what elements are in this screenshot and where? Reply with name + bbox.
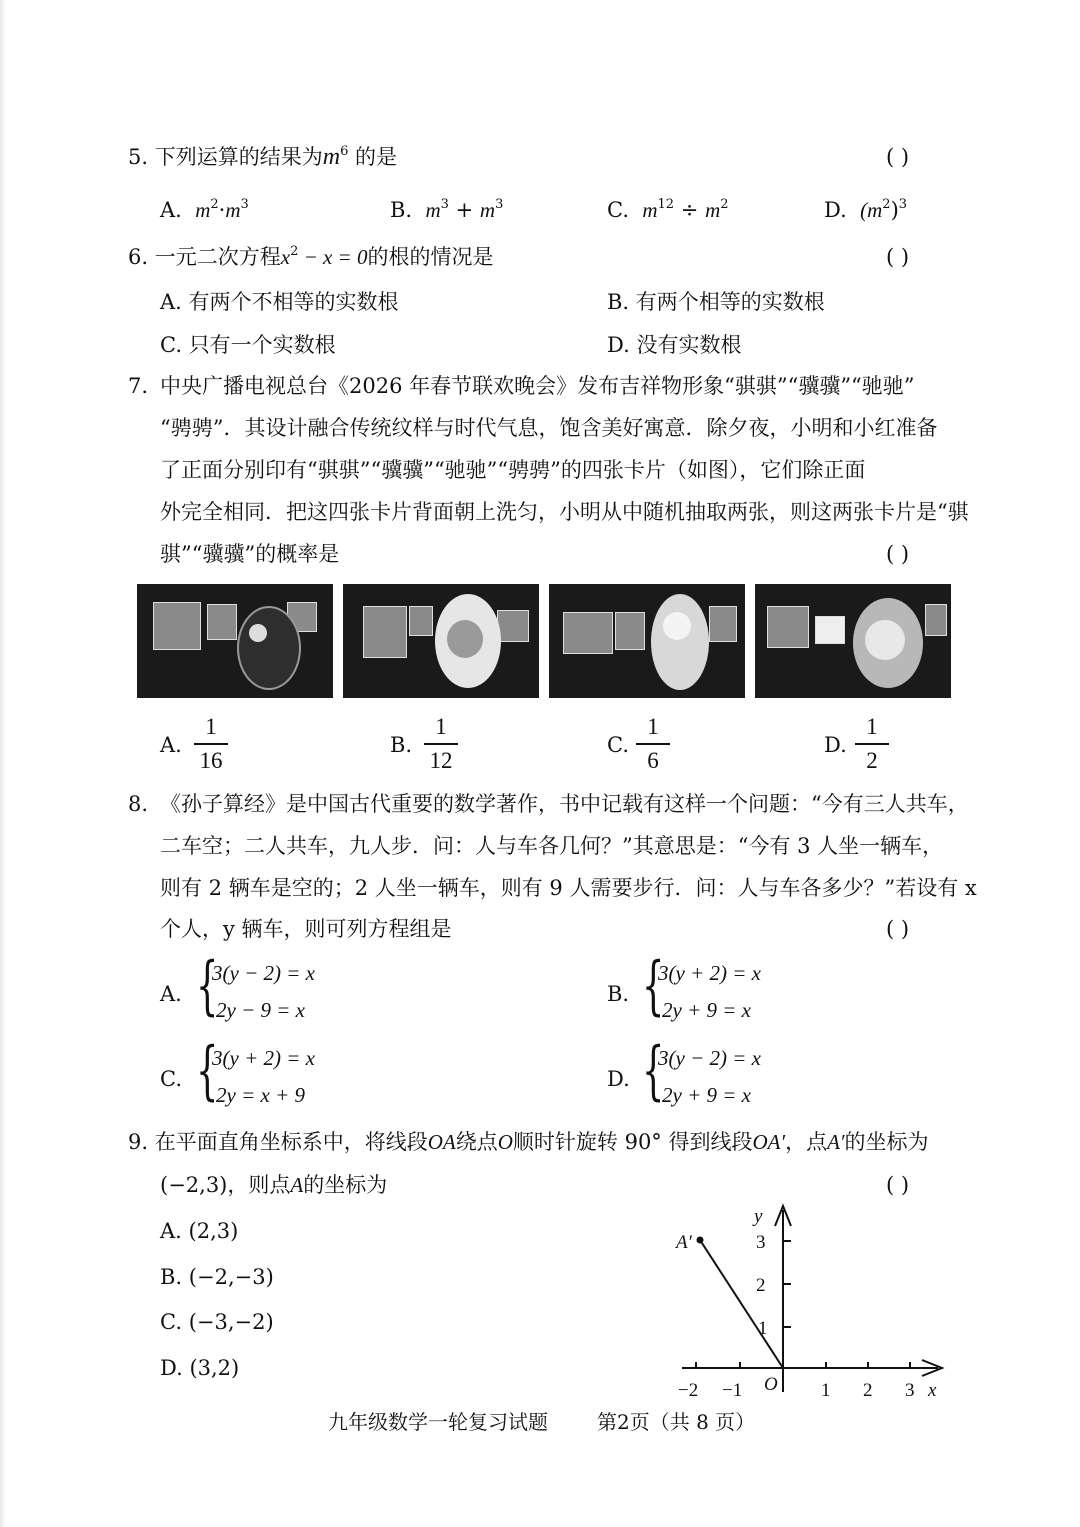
q9-line-2: (−2,3)，则点A的坐标为	[160, 1173, 388, 1197]
q5-option-b: B. $m^3 + m^3$	[390, 197, 504, 222]
q8-option-d-brace: {	[642, 1034, 665, 1108]
q9-line-1: 9. 在平面直角坐标系中，将线段OA绕点O顺时针旋转 90° 得到线段OA′，点A′的坐标为	[128, 1130, 929, 1154]
y-tick-label-1: 1	[758, 1318, 768, 1339]
q7-option-a-label: A.	[160, 733, 182, 757]
q9-option-a: A. (2,3)	[160, 1219, 239, 1243]
q7-option-d-label: D.	[824, 733, 847, 757]
q7-line-3: 了正面分别印有“骐骐”“骥骥”“驰驰”“骋骋”的四张卡片（如图），它们除正面	[160, 458, 866, 482]
point-a-prime	[697, 1237, 704, 1244]
x-axis-label: x	[928, 1380, 937, 1401]
q7-option-d-fraction: 1 2	[855, 713, 889, 775]
q5-option-a: A. $m^2\cdot m^3$	[160, 197, 249, 222]
q8-option-b-label: B.	[607, 982, 630, 1006]
q6-stem: 6. 一元二次方程$x^2 - x = 0$的根的情况是	[128, 244, 494, 269]
q7-line-4: 外完全相同．把这四张卡片背面朝上洗匀，小明从中随机抽取两张，则这两张卡片是“骐	[160, 500, 969, 524]
x-tick-label-m1: −1	[722, 1380, 743, 1401]
q8-line-3: 则有 2 辆车是空的；2 人坐一辆车，则有 9 人需要步行．问：人与车各多少？”若设有 x	[160, 876, 977, 900]
footer-page-number: 第2页（共 8 页）	[597, 1410, 756, 1434]
q8-line-4: 个人，y 辆车，则可列方程组是	[160, 917, 452, 941]
y-tick-label-2: 2	[756, 1275, 766, 1296]
q9-option-d: D. (3,2)	[160, 1356, 240, 1380]
q8-option-a-label: A.	[160, 982, 182, 1006]
q8-option-c-label: C.	[160, 1067, 182, 1091]
q5-answer-bracket: ( )	[886, 145, 910, 169]
q8-option-b-brace: {	[642, 949, 665, 1023]
q9-coordinate-graph	[660, 1200, 960, 1410]
q8-line-1: 《孙子算经》是中国古代重要的数学著作，书中记载有这样一个问题：“今有三人共车，	[160, 792, 969, 816]
q7-line-2: “骋骋”．其设计融合传统纹样与时代气息，饱含美好寓意．除夕夜，小明和小红准备	[160, 416, 938, 440]
q6-answer-bracket: ( )	[886, 245, 910, 269]
q8-option-d-label: D.	[607, 1067, 630, 1091]
q6-option-c: C. 只有一个实数根	[160, 333, 336, 357]
q8-option-a-eq2: 2y − 9 = x	[216, 998, 305, 1022]
q9-option-b: B. (−2,−3)	[160, 1265, 274, 1289]
q9-option-c: C. (−3,−2)	[160, 1310, 274, 1334]
x-tick-label-1: 1	[821, 1380, 831, 1401]
q8-option-b-eq2: 2y + 9 = x	[662, 998, 751, 1022]
q7-number: 7.	[128, 374, 149, 398]
q6-option-a: A. 有两个不相等的实数根	[160, 290, 399, 314]
q5-option-d: D. $(m^2)^3$	[824, 197, 908, 222]
footer-title: 九年级数学一轮复习试题	[328, 1410, 548, 1434]
q7-answer-bracket: ( )	[886, 542, 910, 566]
q8-option-d-eq1: 3(y − 2) = x	[658, 1046, 761, 1070]
q8-option-c-eq1: 3(y + 2) = x	[212, 1046, 315, 1070]
q6-option-d: D. 没有实数根	[607, 333, 742, 357]
q8-option-b-eq1: 3(y + 2) = x	[658, 961, 761, 985]
q9-answer-bracket: ( )	[886, 1173, 910, 1197]
q8-answer-bracket: ( )	[886, 917, 910, 941]
q7-line-5: 骐”“骥骥”的概率是	[160, 542, 340, 566]
q7-option-b-label: B.	[390, 733, 413, 757]
x-tick-label-m2: −2	[678, 1380, 699, 1401]
y-axis-label: y	[754, 1206, 763, 1227]
mascot-card-jiji	[343, 584, 539, 698]
q8-option-c-brace: {	[196, 1034, 219, 1108]
q8-option-a-eq1: 3(y − 2) = x	[212, 961, 315, 985]
origin-label: O	[764, 1374, 778, 1395]
mascot-card-qiqi	[137, 584, 333, 698]
q7-line-1: 中央广播电视总台《2026 年春节联欢晚会》发布吉祥物形象“骐骐”“骥骥”“驰驰”	[160, 374, 915, 398]
x-tick-label-3: 3	[905, 1380, 915, 1401]
mascot-card-chengcheng	[755, 584, 951, 698]
y-tick-label-3: 3	[756, 1232, 766, 1253]
q7-option-a-fraction: 1 16	[194, 713, 228, 775]
x-tick-label-2: 2	[863, 1380, 873, 1401]
q8-option-d-eq2: 2y + 9 = x	[662, 1083, 751, 1107]
q7-option-c-fraction: 1 6	[636, 713, 670, 775]
mascot-card-chichi	[549, 584, 745, 698]
scan-edge	[0, 0, 6, 1527]
q7-option-b-fraction: 1 12	[424, 713, 458, 775]
q5-stem: 5. 下列运算的结果为$m^6$ 的是	[128, 144, 398, 170]
q8-line-2: 二车空；二人共车，九人步．问：人与车各几何？”其意思是：“今有 3 人坐一辆车，	[160, 834, 944, 858]
point-a-prime-label: A′	[676, 1232, 692, 1253]
q7-option-c-label: C.	[607, 733, 629, 757]
q8-number: 8.	[128, 792, 149, 816]
q5-option-c: C. $m^{12} \div m^2$	[607, 197, 729, 222]
q6-option-b: B. 有两个相等的实数根	[607, 290, 825, 314]
q8-option-c-eq2: 2y = x + 9	[216, 1083, 305, 1107]
q8-option-a-brace: {	[196, 949, 219, 1023]
segment-oa-prime	[700, 1240, 783, 1368]
